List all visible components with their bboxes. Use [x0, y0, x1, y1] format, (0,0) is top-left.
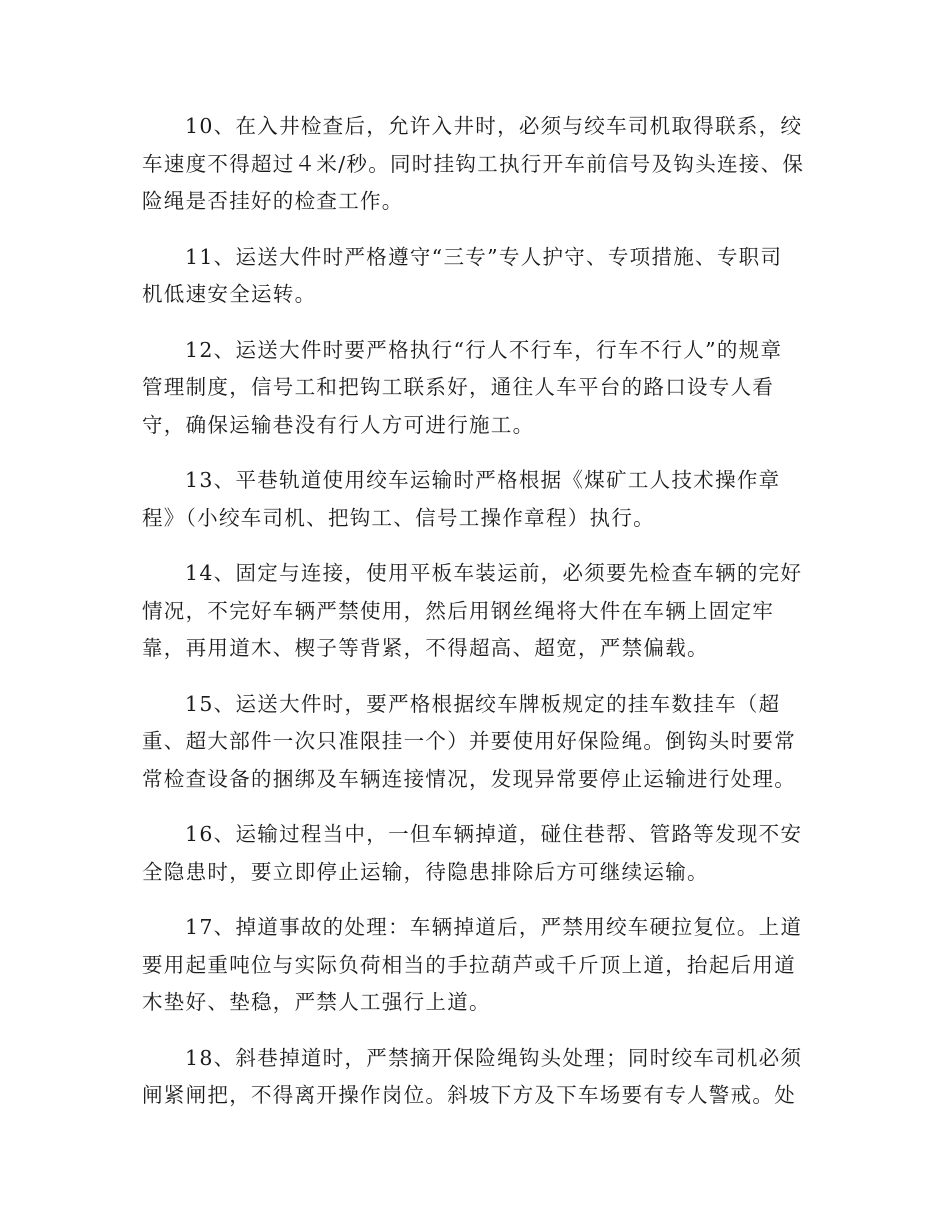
paragraph-15 [142, 686, 802, 799]
text-line: 靠，再用道木、楔子等背紧，不得超高、超宽，严禁偏载。 [142, 636, 709, 660]
paragraph-11 [142, 239, 802, 314]
paragraph-10 [142, 108, 805, 221]
paragraph-17 [142, 909, 802, 1022]
text-line: 险绳是否挂好的检查工作。 [142, 189, 404, 213]
text-line: 程》（小绞车司机、把钩工、信号工操作章程）执行。 [142, 505, 655, 530]
text-line: 闸紧闸把，不得离开操作岗位。斜坡下方及下车场要有专人警戒。处 [142, 1083, 796, 1107]
text-line: 常检查设备的捆绑及车辆连接情况，发现异常要停止运输进行处理。 [142, 766, 796, 791]
text-line: 13、平巷轨道使用绞车运输时严格根据《煤矿工人技术操作章 [185, 468, 781, 492]
text-line: 情况，不完好车辆严禁使用，然后用钢丝绳将大件在车辆上固定牢 [142, 598, 775, 623]
text-line: 管理制度，信号工和把钩工联系好，通往人车平台的路口设专人看 [142, 375, 775, 399]
text-line: 要用起重吨位与实际负荷相当的手拉葫芦或千斤顶上道，抬起后用道 [142, 952, 796, 977]
paragraph-12 [142, 332, 802, 445]
text-line: 全隐患时，要立即停止运输，待隐患排除后方可继续运输。 [142, 859, 709, 884]
text-line: 车速度不得超过４米/秒。同时挂钩工执行开车前信号及钩头连接、保 [142, 151, 805, 176]
text-line: 16、运输过程当中，一但车辆掉道，碰住巷帮、管路等发现不安 [185, 822, 803, 846]
text-line: 木垫好、垫稳，严禁人工强行上道。 [142, 990, 491, 1014]
text-line: 15、运送大件时，要严格根据绞车牌板规定的挂车数挂车（超 [185, 691, 781, 716]
paragraph-14 [142, 555, 802, 668]
text-line: 14、固定与连接，使用平板车装运前，必须要先检查车辆的完好 [185, 561, 803, 585]
paragraph-13 [142, 462, 802, 537]
text-line: 守，确保运输巷没有行人方可进行施工。 [142, 412, 535, 437]
text-line: 重、超大部件一次只准限挂一个）并要使用好保险绳。倒钩头时要常 [142, 729, 796, 753]
text-line: 11、运送大件时严格遵守“三专”专人护守、专项措施、专职司 [185, 244, 783, 269]
text-line: 18、斜巷掉道时，严禁摘开保险绳钩头处理；同时绞车司机必须 [185, 1045, 803, 1070]
text-line: 10、在入井检查后，允许入井时，必须与绞车司机取得联系，绞 [185, 114, 803, 138]
text-line: 机低速安全运转。 [142, 282, 317, 306]
paragraph-18 [142, 1040, 802, 1115]
text-line: 17、掉道事故的处理：车辆掉道后，严禁用绞车硬拉复位。上道 [185, 915, 803, 939]
document-body [142, 108, 805, 1133]
text-line: 12、运送大件时要严格执行“行人不行车，行车不行人”的规章 [185, 337, 783, 362]
paragraph-16 [142, 816, 802, 891]
